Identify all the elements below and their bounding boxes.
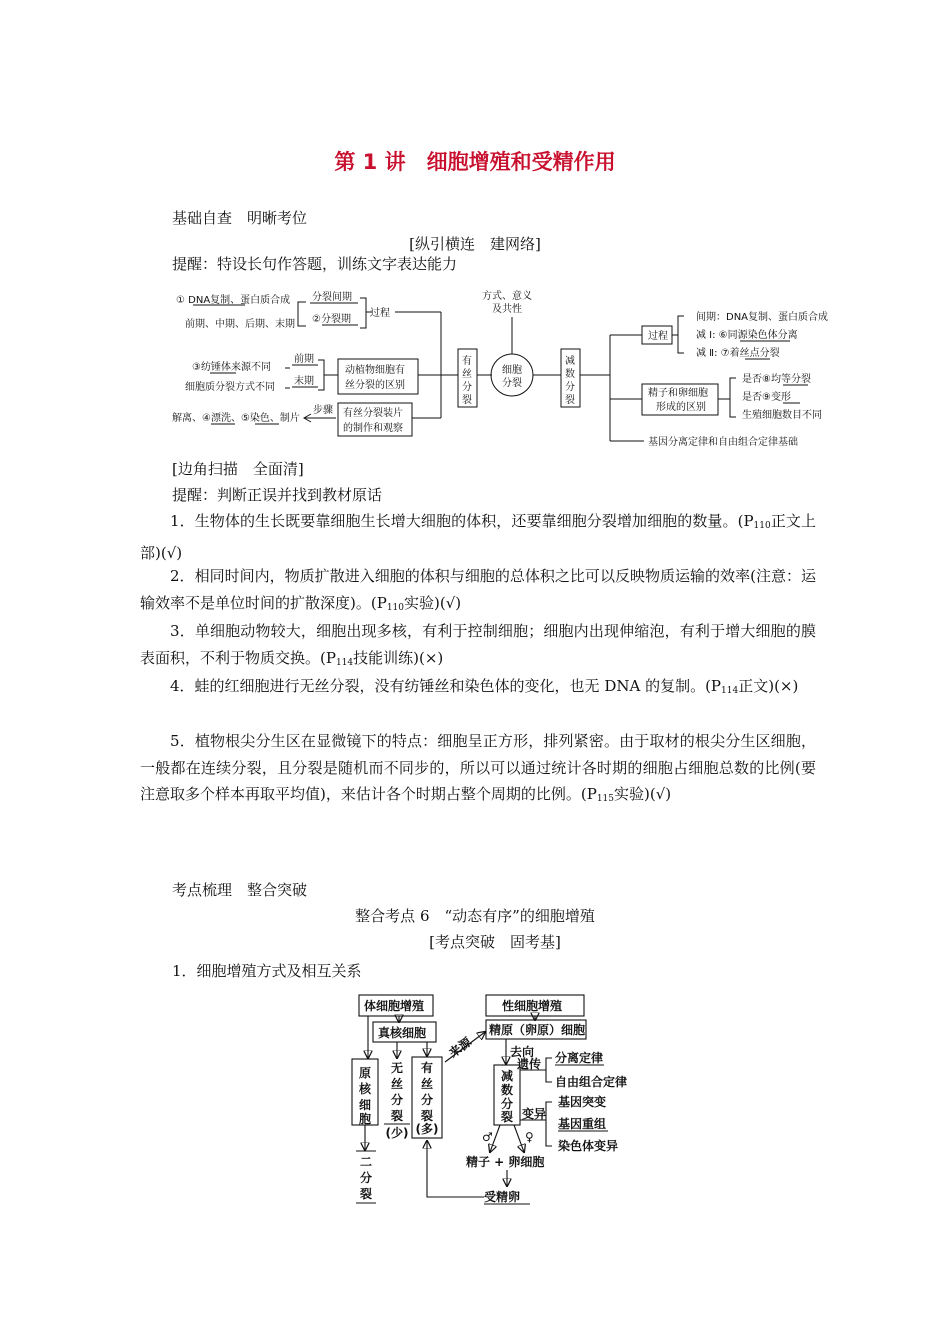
statement-2: 2．相同时间内，物质扩散进入细胞的体积与细胞的总体积之比可以反映物质运输的效率(注意：运输效率不是单位时间的扩散深度)。($P_{110}$实验)(√) <box>140 567 816 613</box>
map-label-interphase: 分裂间期 <box>312 292 352 303</box>
d2-binary-3: 裂 <box>359 1187 373 1201</box>
map-meiosis-3: 分 <box>565 382 575 393</box>
map-box-diff-2: 丝分裂的区别 <box>345 380 405 391</box>
section3-heading: 考点梳理 整合突破 <box>172 881 308 899</box>
d2-amitosis-note: (少) <box>385 1126 409 1140</box>
map-right-process: 过程 <box>648 331 668 342</box>
d2-meiosis-3: 分 <box>500 1097 514 1111</box>
statement-1: 1．生物体的生长既要靠细胞生长增大细胞的体积，还要靠细胞分裂增加细胞的数量。($P_{110}$正文上部)(√) <box>140 512 816 562</box>
statement-4: 4．蛙的红细胞进行无丝分裂，没有纺锤丝和染色体的变化，也无 DNA 的复制。($P_{114}$正文)(×) <box>170 677 799 696</box>
section2-heading: [边角扫描 全面清] <box>172 460 304 478</box>
map-right-m1: 减 Ⅰ: ⑥同源染色体分离 <box>696 330 798 341</box>
d2-sexual: 性细胞增殖 <box>502 999 563 1013</box>
map-meiosis-4: 裂 <box>565 395 575 406</box>
d2-eukaryote: 真核细胞 <box>378 1026 427 1040</box>
statement-5: 5．植物根尖分生区在显微镜下的特点：细胞呈正方形，排列紧密。由于取材的根尖分生区细胞，一般都在连续分裂，且分裂是随机而不同步的，所以可以通过统计各时期的细胞占细胞总数的比例(要注意取多个样本再取平均值)，来估计各个时期占整个周期的比例。($P_{115}$实验)(√) <box>140 732 816 804</box>
d2-spermatogonia: 精原（卵原）细胞 <box>489 1023 586 1037</box>
map-mitosis-1: 有 <box>462 356 472 367</box>
d2-prok-4: 胞 <box>358 1112 372 1126</box>
d2-prok-2: 核 <box>358 1082 372 1096</box>
map-meiosis-2: 数 <box>565 369 575 380</box>
section3-subheading: [考点突破 固考基] <box>429 933 561 951</box>
d2-chromosome: 染色体变异 <box>558 1139 619 1153</box>
d2-gametes: 精子 + 卵细胞 <box>466 1155 545 1169</box>
d2-binary-2: 分 <box>359 1171 373 1185</box>
map-box-exp-2: 的制作和观察 <box>343 423 403 434</box>
d2-mitosis-4: 裂 <box>420 1109 434 1123</box>
map-box-exp-1: 有丝分裂装片 <box>343 408 403 419</box>
d2-somatic: 体细胞增殖 <box>364 999 425 1013</box>
map-right-number: 生殖细胞数目不同 <box>742 410 822 421</box>
map-mitosis-4: 裂 <box>462 395 472 406</box>
d2-amitosis-1: 无 <box>390 1061 404 1075</box>
map-label-prophase: 前期 <box>294 354 314 365</box>
statement-3: 3．单细胞动物较大，细胞出现多核，有利于控制细胞；细胞内出现伸缩泡，有利于增大细胞的膜表面积，不利于物质交换。($P_{114}$技能训练)(×) <box>140 622 816 668</box>
d2-female: ♀ <box>525 1130 534 1144</box>
d2-prok-3: 细 <box>358 1098 372 1112</box>
d2-meiosis-4: 裂 <box>500 1110 514 1124</box>
d2-destination: 去向 <box>510 1045 535 1059</box>
section1-hint: 提醒：特设长句作答题，训练文字表达能力 <box>172 255 458 273</box>
d2-amitosis-4: 裂 <box>390 1109 404 1123</box>
d2-recombination: 基因重组 <box>558 1117 607 1131</box>
section3-topic: 整合考点 6 “动态有序”的细胞增殖 <box>355 907 595 925</box>
map-text-steps: 解离、④漂洗、⑤染色、制片 <box>172 413 300 424</box>
proliferation-diagram <box>340 990 640 1215</box>
section1-heading: 基础自查 明晰考位 <box>172 209 308 227</box>
map-mitosis-2: 丝 <box>462 369 472 380</box>
d2-male: ♂ <box>482 1130 493 1144</box>
map-label-telophase: 末期 <box>294 376 314 387</box>
map-right-deform: 是否⑨变形 <box>742 392 791 403</box>
map-text-phases: 前期、中期、后期、末期 <box>185 319 295 330</box>
map-box-diff-1: 动植物细胞有 <box>345 365 405 376</box>
d2-heredity: 遗传 <box>517 1057 542 1071</box>
map-center-cell-2: 分裂 <box>502 378 522 389</box>
d2-independent: 自由组合定律 <box>555 1075 628 1089</box>
d2-amitosis-3: 分 <box>390 1093 404 1107</box>
map-label-steps: 步骤 <box>313 405 333 416</box>
d2-meiosis-2: 数 <box>500 1083 514 1097</box>
section3-item1: 1．细胞增殖方式及相互关系 <box>172 962 362 980</box>
map-right-gamete-2: 形成的区别 <box>656 402 706 413</box>
d2-segregation: 分离定律 <box>555 1051 604 1065</box>
map-right-law: 基因分离定律和自由组合定律基础 <box>648 437 798 448</box>
d2-mutation: 基因突变 <box>558 1095 607 1109</box>
map-right-equal: 是否⑧均等分裂 <box>742 374 811 385</box>
map-right-interphase: 间期：DNA复制、蛋白质合成 <box>696 312 829 323</box>
map-label-mitotic-phase: ②分裂期 <box>312 314 351 325</box>
section1-subheading: [纵引横连 建网络] <box>409 235 541 253</box>
d2-mitosis-note: (多) <box>415 1122 439 1136</box>
map-right-m2: 减 Ⅱ: ⑦着丝点分裂 <box>696 348 780 359</box>
concept-map <box>160 283 850 453</box>
map-meiosis-1: 减 <box>565 356 575 367</box>
map-label-process: 过程 <box>370 308 390 319</box>
d2-binary-1: 二 <box>359 1155 373 1169</box>
map-text-spindle: ③纺锤体来源不同 <box>192 362 271 373</box>
section2-hint: 提醒：判断正误并找到教材原话 <box>172 486 383 504</box>
d2-variation: 变异 <box>522 1107 547 1121</box>
map-text-cytoplasm: 细胞质分裂方式不同 <box>185 382 275 393</box>
d2-mitosis-2: 丝 <box>420 1077 434 1091</box>
map-center-top-2: 及共性 <box>492 304 522 315</box>
d2-amitosis-2: 丝 <box>390 1077 404 1091</box>
d2-mitosis-1: 有 <box>420 1061 434 1075</box>
map-center-top-1: 方式、意义 <box>482 291 532 302</box>
d2-zygote: 受精卵 <box>484 1190 521 1204</box>
d2-source: 来源 <box>446 1034 474 1061</box>
page-title: 第 1 讲 细胞增殖和受精作用 <box>334 150 616 174</box>
d2-meiosis-1: 减 <box>500 1069 514 1083</box>
d2-mitosis-3: 分 <box>420 1093 434 1107</box>
map-right-gamete-1: 精子和卵细胞 <box>648 388 708 399</box>
map-center-cell-1: 细胞 <box>502 365 522 376</box>
map-text-dna: ① DNA复制、蛋白质合成 <box>176 295 291 306</box>
d2-prok-1: 原 <box>358 1066 372 1080</box>
map-mitosis-3: 分 <box>462 382 472 393</box>
